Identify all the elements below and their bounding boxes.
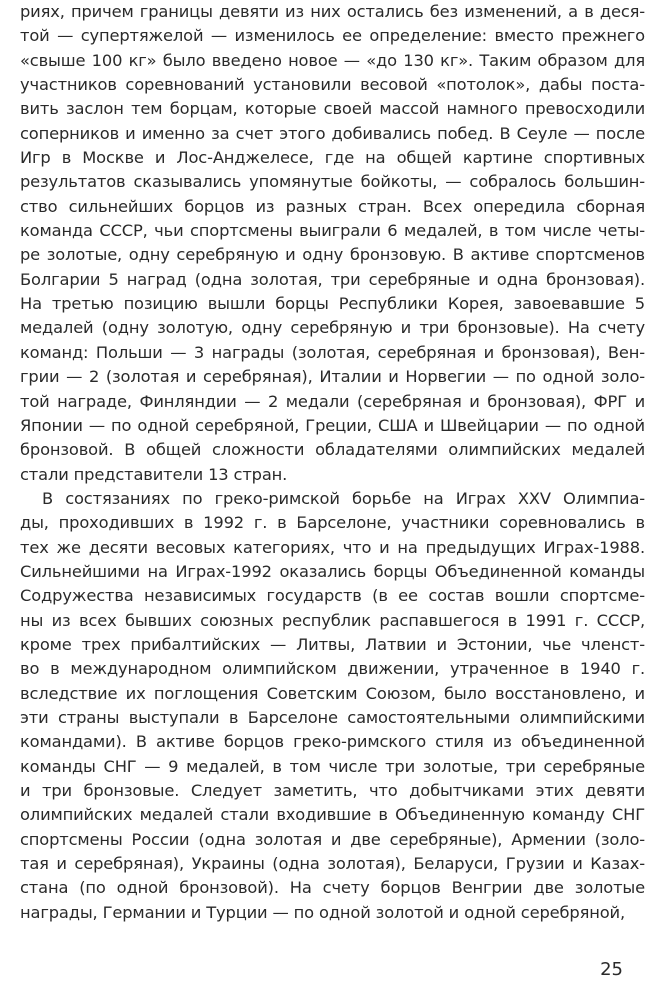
text-line: команд: Польши — 3 награды (золотая, серебряная и бронзовая), Вен- xyxy=(20,342,645,362)
text-line: эти страны выступали в Барселоне самостоятельными олимпийскими xyxy=(20,707,645,727)
text-line: На третью позицию вышли борцы Республики Корея, завоевавшие 5 xyxy=(20,294,645,314)
text-line: стана (по одной бронзовой). На счету борцов Венгрии две золотые xyxy=(20,878,645,898)
paragraph-2 xyxy=(20,487,645,925)
text-line: ды, проходивших в 1992 г. в Барселоне, участники соревновались в xyxy=(20,513,645,533)
text-line: ны из всех бывших союзных республик распавшегося в 1991 г. СССР, xyxy=(20,610,645,630)
page-number: 25 xyxy=(600,959,623,980)
text-line: «свыше 100 кг» было введено новое — «до 130 кг». Таким образом для xyxy=(20,50,645,70)
text-line: и три бронзовые. Следует заметить, что добытчиками этих девяти xyxy=(20,781,645,800)
text-line: Японии — по одной серебряной, Греции, США и Швейцарии — по одной xyxy=(20,415,645,435)
book-page xyxy=(20,0,645,1000)
text-line: тех же десяти весовых категориях, что и на предыдущих Играх-1988. xyxy=(20,537,645,557)
text-line: во в международном олимпийском движении, утраченное в 1940 г. xyxy=(20,659,645,679)
text-line: кроме трех прибалтийских — Литвы, Латвии и Эстонии, чье членст- xyxy=(20,634,645,654)
text-line: вследствие их поглощения Советским Союзом, было восстановлено, и xyxy=(20,683,645,703)
text-line: команды СНГ — 9 медалей, в том числе три золотые, три серебряные xyxy=(20,756,645,776)
text-line: олимпийских медалей стали входившие в Объединенную команду СНГ xyxy=(20,805,645,825)
text-line: Сильнейшими на Играх-1992 оказались борцы Объединенной команды xyxy=(20,561,645,581)
text-line: риях, причем границы девяти из них остались без изменений, а в деся- xyxy=(20,2,645,21)
text-line: той награде, Финляндии — 2 медали (серебряная и бронзовая), ФРГ и xyxy=(20,391,645,411)
text-line: тая и серебряная), Украины (одна золотая), Беларуси, Грузии и Казах- xyxy=(20,854,645,874)
text-line: результатов сказывались упомянутые бойкоты, — собралось большин- xyxy=(20,172,645,192)
text-line: командами). В активе борцов греко-римского стиля из объединенной xyxy=(20,732,645,752)
text-line: спортсмены России (одна золотая и две серебряные), Армении (золо- xyxy=(20,829,645,849)
text-line: команда СССР, чьи спортсмены выиграли 6 медалей, в том числе четы- xyxy=(20,221,645,241)
text-line: Содружества независимых государств (в ее состав вошли спортсме- xyxy=(20,586,645,606)
text-line: соперников и именно за счет этого добивались побед. В Сеуле — после xyxy=(20,123,645,143)
paragraph-1 xyxy=(20,0,645,487)
text-line: бронзовой. В общей сложности обладателями олимпийских медалей xyxy=(20,440,645,460)
text-line: медалей (одну золотую, одну серебряную и три бронзовые). На счету xyxy=(20,318,645,338)
text-line: грии — 2 (золотая и серебряная), Италии и Норвегии — по одной золо- xyxy=(20,367,645,387)
text-line: награды, Германии и Турции — по одной золотой и одной серебряной, xyxy=(20,902,626,922)
text-line: стали представители 13 стран. xyxy=(20,464,288,484)
text-line: ре золотые, одну серебряную и одну бронзовую. В активе спортсменов xyxy=(20,245,645,265)
text-line: Болгарии 5 наград (одна золотая, три серебряные и одна бронзовая). xyxy=(20,269,645,289)
text-line: В состязаниях по греко-римской борьбе на Играх XXV Олимпиа- xyxy=(42,488,645,508)
text-line: Игр в Москве и Лос-Анджелесе, где на общей картине спортивных xyxy=(20,148,645,168)
text-line: ство сильнейших борцов из разных стран. Всех опередила сборная xyxy=(20,196,645,216)
text-line: вить заслон тем борцам, которые своей массой намного превосходили xyxy=(20,99,645,119)
text-line: участников соревнований установили весовой «потолок», дабы поста- xyxy=(20,75,645,95)
text-line: той — супертяжелой — изменилось ее определение: вместо прежнего xyxy=(20,26,645,46)
